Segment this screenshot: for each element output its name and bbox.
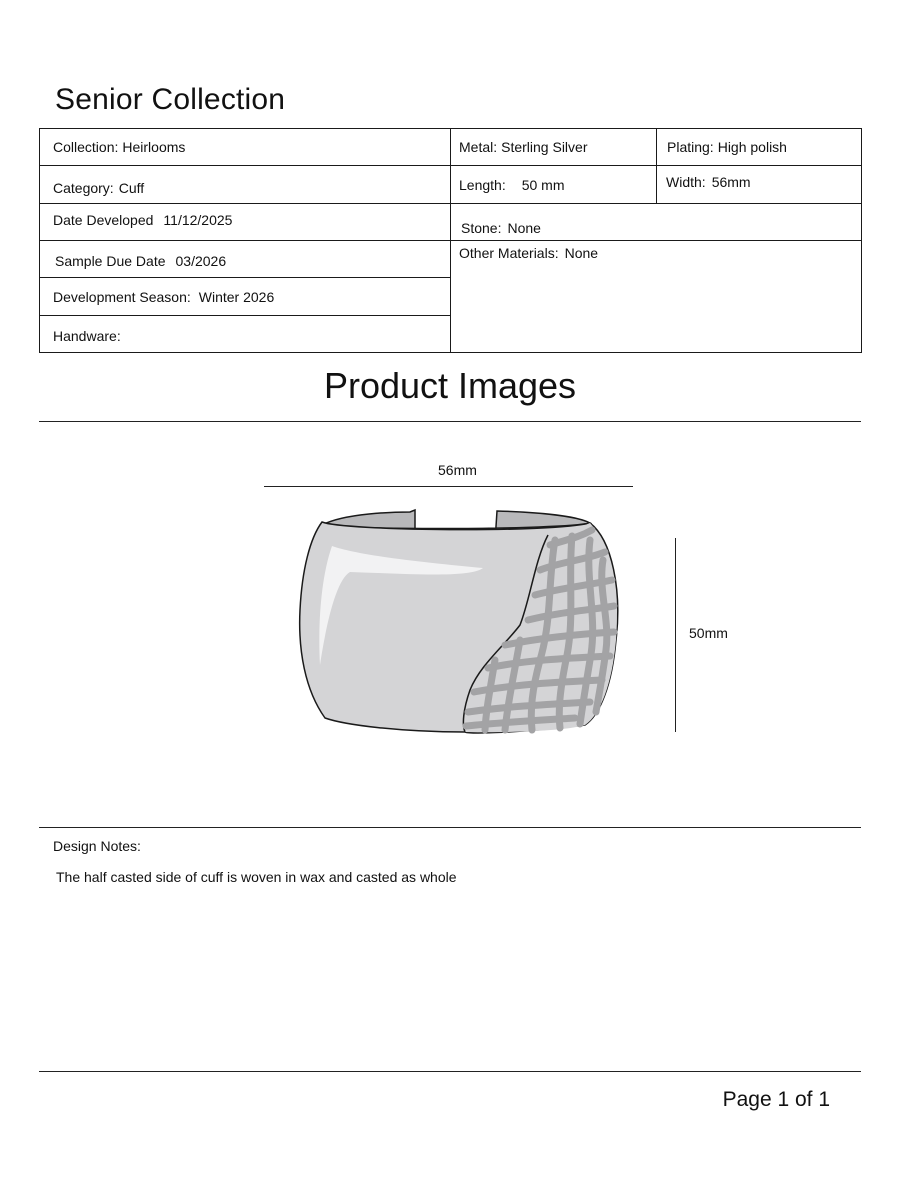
sample-due-value: 03/2026 <box>175 253 227 269</box>
width-cell <box>656 165 862 204</box>
date-developed-label: Date Developed <box>53 212 154 228</box>
category-label: Category: <box>53 179 114 196</box>
design-notes-text: The half casted side of cuff is woven in wax and casted as whole <box>56 869 457 885</box>
width-label: Width: <box>666 173 706 190</box>
notes-divider <box>39 827 861 828</box>
other-materials-cell <box>450 240 862 353</box>
stone-label: Stone: <box>461 220 502 236</box>
header-divider <box>39 421 861 422</box>
product-images-heading: Product Images <box>323 365 577 406</box>
width-value: 56mm <box>711 173 751 190</box>
category-value: Cuff <box>118 179 145 196</box>
stone-cell <box>450 203 862 241</box>
page-title: Senior Collection <box>55 83 286 116</box>
season-cell <box>39 277 451 316</box>
design-notes-label: Design Notes: <box>53 838 141 854</box>
sample-due-label: Sample Due Date <box>55 253 166 269</box>
length-label: Length: <box>459 176 506 193</box>
length-value: 50 mm <box>521 176 565 193</box>
plating-value: High polish <box>717 139 787 155</box>
metal-cell <box>450 128 657 166</box>
hardware-cell <box>39 315 451 353</box>
collection-cell <box>39 128 451 166</box>
width-dimension-line <box>264 486 633 487</box>
hardware-label: Handware: <box>53 328 121 344</box>
length-cell <box>450 165 657 204</box>
height-dimension-label: 50mm <box>689 625 728 641</box>
width-dimension-label: 56mm <box>438 462 477 478</box>
category-cell <box>39 165 451 204</box>
cuff-illustration <box>290 500 630 745</box>
date-developed-cell <box>39 203 451 241</box>
collection-label: Collection: <box>53 139 119 155</box>
page-number: Page 1 of 1 <box>722 1088 830 1111</box>
other-materials-value: None <box>564 245 599 261</box>
footer-divider <box>39 1071 861 1072</box>
date-developed-value: 11/12/2025 <box>163 212 233 228</box>
stone-value: None <box>507 220 541 236</box>
season-label: Development Season: <box>53 288 191 305</box>
plating-cell <box>656 128 862 166</box>
metal-value: Sterling Silver <box>501 139 588 155</box>
plating-label: Plating: <box>667 139 714 155</box>
height-dimension-line <box>675 538 676 732</box>
sample-due-cell <box>39 240 451 278</box>
collection-value: Heirlooms <box>122 139 186 155</box>
metal-label: Metal: <box>459 139 498 155</box>
season-value: Winter 2026 <box>198 288 275 305</box>
spec-table <box>39 128 862 353</box>
other-materials-label: Other Materials: <box>459 245 559 261</box>
